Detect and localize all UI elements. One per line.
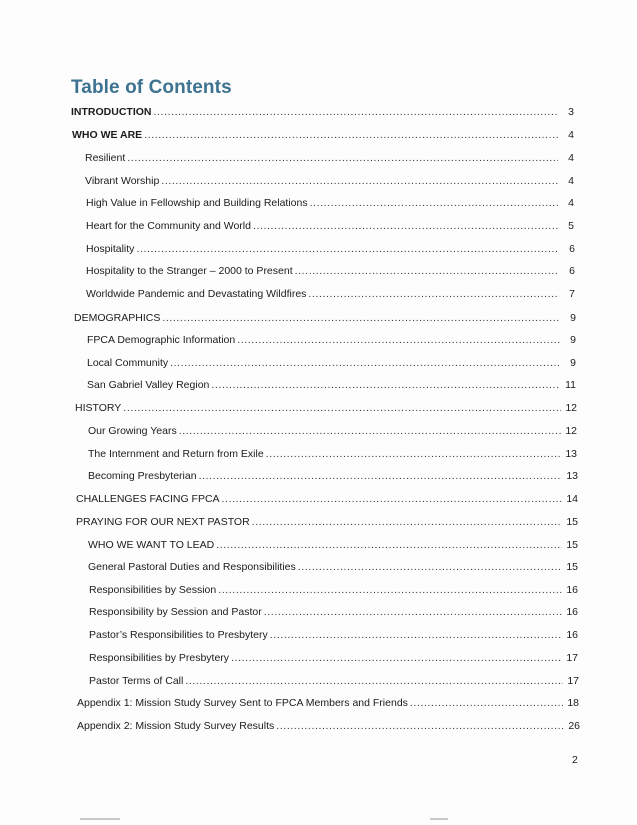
toc-entry-page: 16 (566, 629, 578, 641)
toc-entry-label: Becoming Presbyterian (88, 470, 197, 482)
toc-entry[interactable] (89, 606, 578, 619)
toc-entry[interactable] (76, 493, 578, 506)
toc-entry-label: Responsibilities by Presbytery (89, 652, 230, 664)
toc-entry-page: 6 (569, 265, 575, 277)
dot-leader (252, 516, 562, 529)
toc-entry[interactable] (89, 584, 578, 597)
toc-entry[interactable] (89, 629, 578, 642)
toc-entry-page: 15 (566, 516, 578, 528)
toc-entry-page: 6 (569, 243, 575, 255)
page-number: 2 (572, 754, 578, 766)
dot-leader (270, 629, 562, 642)
toc-entry[interactable] (74, 312, 576, 325)
toc-entry[interactable] (85, 175, 574, 188)
toc-entry-label: PRAYING FOR OUR NEXT PASTOR (76, 516, 250, 528)
toc-entry[interactable] (86, 197, 574, 210)
toc-entry-page: 16 (566, 606, 578, 618)
toc-entry-label: CHALLENGES FACING FPCA (76, 493, 220, 505)
dot-leader (127, 152, 558, 165)
toc-entry-label: HISTORY (75, 402, 122, 414)
toc-entry-label: DEMOGRAPHICS (74, 312, 161, 324)
scan-artifact (80, 818, 120, 820)
toc-entry-page: 17 (567, 675, 579, 687)
toc-entry-page: 9 (570, 334, 576, 346)
toc-entry[interactable] (88, 448, 577, 461)
toc-entry[interactable] (88, 539, 578, 552)
dot-leader (185, 675, 563, 688)
toc-entry-label: Responsibility by Session and Pastor (89, 606, 262, 618)
dot-leader (298, 561, 562, 574)
toc-entry[interactable] (85, 152, 574, 165)
toc-entry-label: Hospitality to the Stranger – 2000 to Present (86, 265, 293, 277)
toc-entry-label: WHO WE WANT TO LEAD (88, 539, 215, 551)
dot-leader (266, 448, 561, 461)
dot-leader (170, 357, 560, 370)
toc-entry[interactable] (86, 220, 574, 233)
toc-entry-page: 4 (568, 152, 574, 164)
toc-entry-label: FPCA Demographic Information (87, 334, 236, 346)
dot-leader (295, 265, 559, 278)
toc-entry-label: WHO WE ARE (72, 129, 143, 141)
toc-entry-page: 11 (565, 379, 576, 391)
dot-leader (308, 288, 559, 301)
toc-entry[interactable] (76, 516, 578, 529)
toc-entry-label: Heart for the Community and World (86, 220, 251, 232)
toc-entry-page: 12 (565, 402, 577, 414)
page-title: Table of Contents (71, 77, 232, 98)
toc-entry-label: High Value in Fellowship and Building Relations (86, 197, 308, 209)
toc-entry[interactable] (86, 265, 575, 278)
toc-entry[interactable] (87, 379, 576, 392)
dot-leader (144, 129, 558, 142)
dot-leader (237, 334, 560, 347)
toc-entry-label: Our Growing Years (88, 425, 177, 437)
scan-artifact (430, 818, 448, 820)
toc-entry[interactable] (88, 470, 578, 483)
dot-leader (218, 584, 562, 597)
toc-entry-page: 7 (569, 288, 575, 300)
toc-entry[interactable] (89, 652, 578, 665)
dot-leader (264, 606, 562, 619)
dot-leader (179, 425, 561, 438)
dot-leader (199, 470, 562, 483)
toc-entry-page: 13 (565, 448, 577, 460)
toc-entry[interactable] (89, 675, 579, 688)
toc-entry-page: 4 (568, 175, 574, 187)
toc-entry-label: The Internment and Return from Exile (88, 448, 264, 460)
toc-entry-page: 3 (568, 106, 574, 118)
dot-leader (154, 106, 559, 119)
dot-leader (310, 197, 558, 210)
dot-leader (161, 175, 558, 188)
toc-entry[interactable] (87, 357, 576, 370)
toc-entry-page: 16 (566, 584, 578, 596)
toc-entry-label: General Pastoral Duties and Responsibilities (88, 561, 296, 573)
toc-entry-label: Appendix 2: Mission Study Survey Results (77, 720, 275, 732)
toc-entry-page: 26 (568, 720, 580, 732)
toc-entry-page: 5 (568, 220, 574, 232)
toc-entry[interactable] (71, 106, 574, 119)
toc-entry-label: Responsibilities by Session (89, 584, 217, 596)
toc-entry-page: 15 (566, 561, 578, 573)
toc-entry[interactable] (86, 243, 575, 256)
toc-entry-page: 9 (570, 357, 576, 369)
toc-entry[interactable] (72, 129, 574, 142)
toc-entry[interactable] (88, 561, 578, 574)
toc-entry-label: Appendix 1: Mission Study Survey Sent to FPCA Members and Friends (77, 697, 408, 709)
toc-entry-page: 4 (568, 129, 574, 141)
toc-entry-page: 4 (568, 197, 574, 209)
toc-entry-label: Local Community (87, 357, 169, 369)
toc-entry-label: Worldwide Pandemic and Devastating Wildfires (86, 288, 307, 300)
toc-entry[interactable] (75, 402, 577, 415)
toc-entry-label: Vibrant Worship (85, 175, 160, 187)
toc-entry-label: San Gabriel Valley Region (87, 379, 210, 391)
dot-leader (410, 697, 563, 710)
dot-leader (222, 493, 562, 506)
toc-entry-label: Resilient (85, 152, 126, 164)
dot-leader (216, 539, 562, 552)
dot-leader (231, 652, 562, 665)
toc-entry-label: Pastor’s Responsibilities to Presbytery (89, 629, 268, 641)
dot-leader (276, 720, 564, 733)
toc-entry-page: 18 (567, 697, 579, 709)
dot-leader (123, 402, 561, 415)
toc-entry[interactable] (77, 697, 579, 710)
toc-entry-label: Pastor Terms of Call (89, 675, 184, 687)
toc-entry-page: 9 (570, 312, 576, 324)
toc-entry-page: 14 (566, 493, 578, 505)
toc-entry-page: 12 (565, 425, 577, 437)
toc-entry[interactable] (87, 334, 576, 347)
toc-entry-page: 13 (566, 470, 578, 482)
dot-leader (253, 220, 558, 233)
toc-entry-page: 15 (566, 539, 578, 551)
toc-entry-label: INTRODUCTION (71, 106, 152, 118)
dot-leader (136, 243, 559, 256)
dot-leader (162, 312, 560, 325)
toc-entry-page: 17 (566, 652, 578, 664)
toc-entry[interactable] (77, 720, 580, 733)
dot-leader (211, 379, 560, 392)
toc-entry[interactable] (86, 288, 575, 301)
toc-entry[interactable] (88, 425, 577, 438)
toc-entry-label: Hospitality (86, 243, 135, 255)
